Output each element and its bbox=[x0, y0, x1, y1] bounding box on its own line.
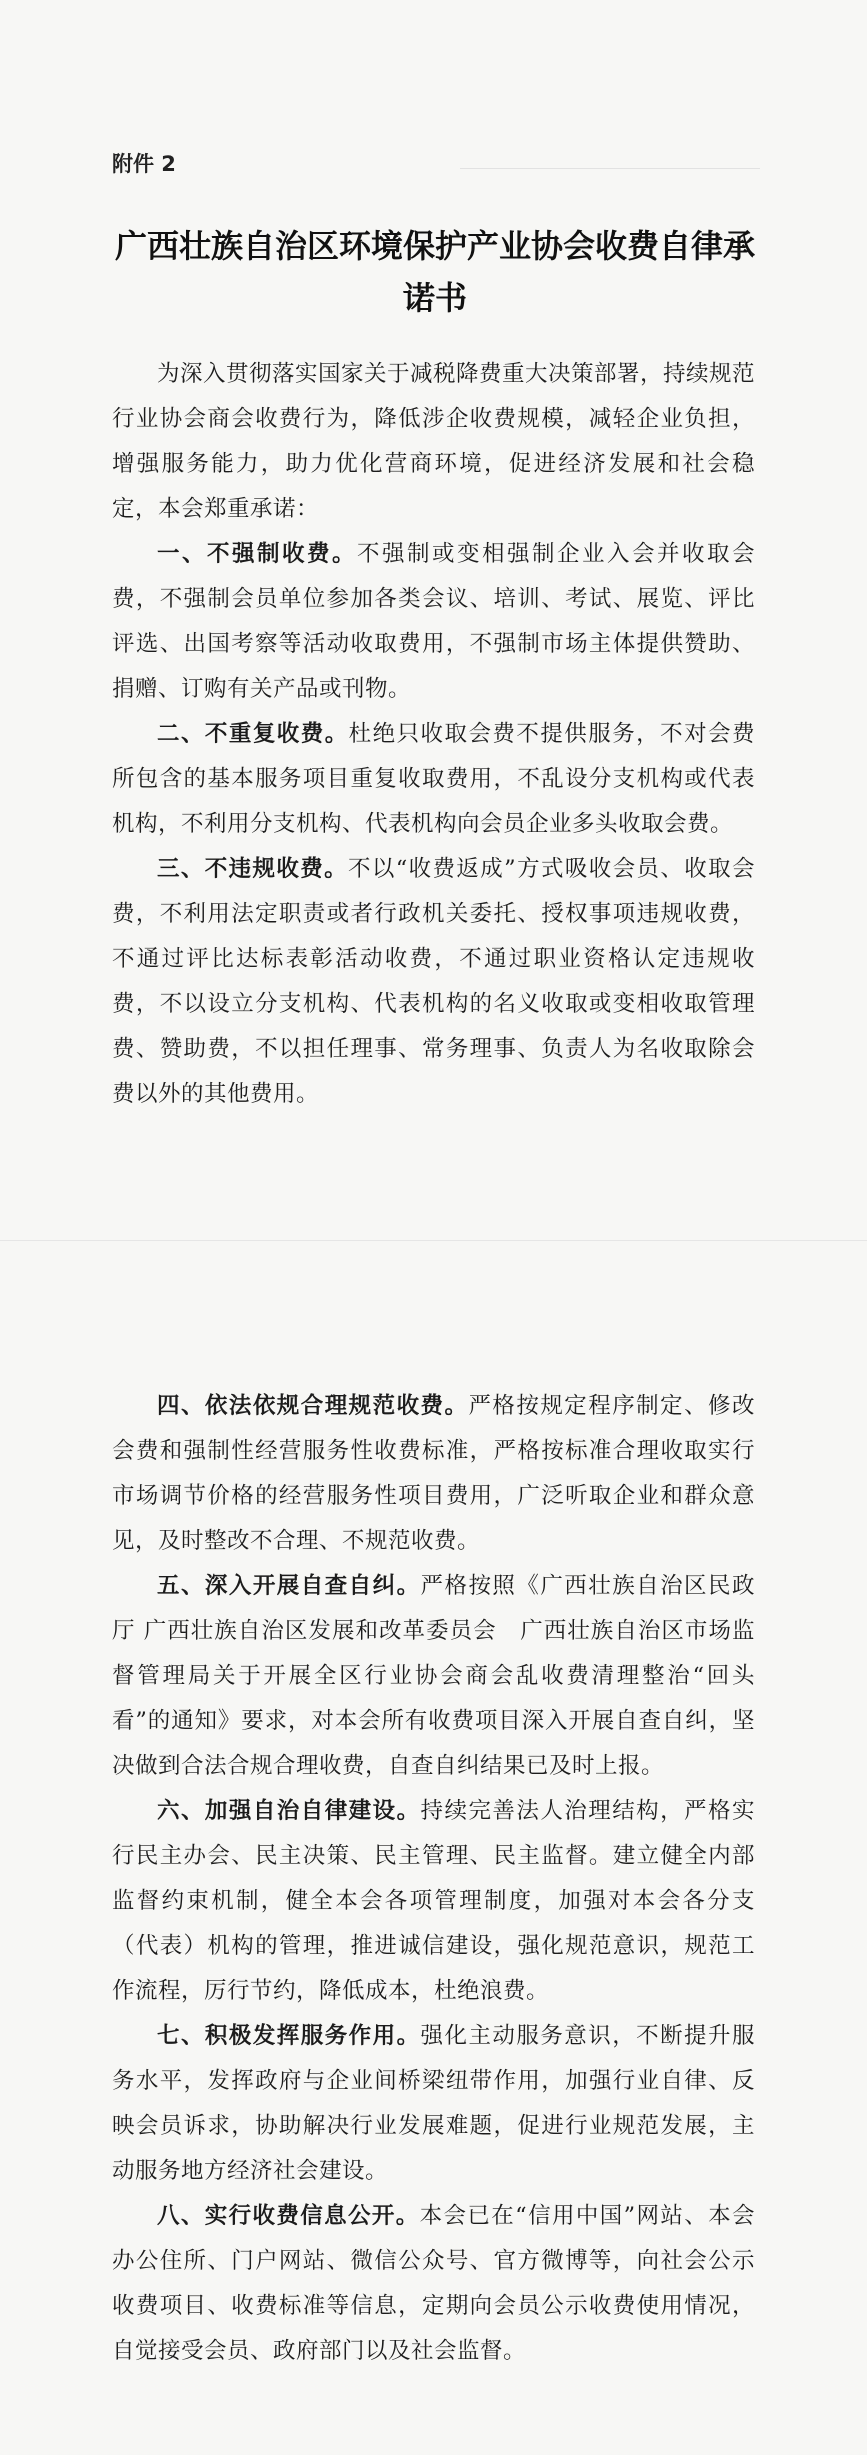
commitment-heading: 八、实行收费信息公开。 bbox=[157, 2203, 420, 2229]
commitment-heading: 三、不违规收费。 bbox=[157, 856, 349, 882]
commitment-paragraph bbox=[112, 532, 755, 712]
commitment-text: 杜绝只收取会费不提供服务，不对会费所包含的基本服务项目重复收取费用，不乱设分支机构或代表机构，不利用分支机构、代表机构向会员企业多头收取会费。 bbox=[112, 721, 755, 837]
commitment-text: 不以“收费返成”方式吸收会员、收取会费，不利用法定职责或者行政机关委托、授权事项违规收费，不通过评比达标表彰活动收费，不通过职业资格认定违规收费，不以设立分支机构、代表机构的名义收取或变相收取管理费、赞助费，不以担任理事、常务理事、负责人为名收取除会费以外的其他费用。 bbox=[112, 856, 755, 1107]
document-title: 广西壮族自治区环境保护产业协会收费自律承诺书 bbox=[114, 227, 755, 317]
commitment-heading: 二、不重复收费。 bbox=[157, 721, 349, 747]
commitment-heading: 七、积极发挥服务作用。 bbox=[157, 2023, 421, 2049]
bleed-through-line bbox=[460, 168, 760, 169]
document-body-page-1 bbox=[112, 352, 755, 1117]
commitment-paragraph bbox=[112, 2194, 755, 2374]
commitment-paragraph bbox=[112, 847, 755, 1117]
commitment-heading: 五、深入开展自查自纠。 bbox=[157, 1573, 421, 1599]
commitment-heading: 六、加强自治自律建设。 bbox=[157, 1798, 421, 1824]
commitment-paragraph bbox=[112, 2014, 755, 2194]
commitment-text: 本会已在“信用中国”网站、本会办公住所、门户网站、微信公众号、官方微博等，向社会公示收费项目、收费标准等信息，定期向会员公示收费使用情况，自觉接受会员、政府部门以及社会监督。 bbox=[112, 2203, 755, 2364]
commitment-paragraph bbox=[112, 1384, 755, 1564]
commitment-heading: 一、不强制收费。 bbox=[157, 541, 357, 567]
commitment-text: 严格按照《广西壮族自治区民政厅 广西壮族自治区发展和改革委员会 广西壮族自治区市场监督管理局关于开展全区行业协会商会乱收费清理整治“回头看”的通知》要求，对本会所有收费项目深入开展自查自纠，坚决做到合法合规合理收费，自查自纠结果已及时上报。 bbox=[112, 1573, 755, 1779]
commitment-heading: 四、依法依规合理规范收费。 bbox=[157, 1393, 469, 1419]
commitment-paragraph bbox=[112, 712, 755, 847]
commitment-text: 强化主动服务意识，不断提升服务水平，发挥政府与企业间桥梁纽带作用，加强行业自律、反映会员诉求，协助解决行业发展难题，促进行业规范发展，主动服务地方经济社会建设。 bbox=[112, 2023, 755, 2184]
commitment-text: 严格按规定程序制定、修改会费和强制性经营服务性收费标准，严格按标准合理收取实行市场调节价格的经营服务性项目费用，广泛听取企业和群众意见，及时整改不合理、不规范收费。 bbox=[112, 1393, 755, 1554]
intro-paragraph: 为深入贯彻落实国家关于减税降费重大决策部署，持续规范行业协会商会收费行为，降低涉企收费规模，减轻企业负担，增强服务能力，助力优化营商环境，促进经济发展和社会稳定，本会郑重承诺： bbox=[112, 361, 756, 522]
document-body-page-2 bbox=[112, 1384, 755, 2374]
commitment-text: 持续完善法人治理结构，严格实行民主办会、民主决策、民主管理、民主监督。建立健全内部监督约束机制，健全本会各项管理制度，加强对本会各分支（代表）机构的管理，推进诚信建设，强化规范意识，规范工作流程，厉行节约，降低成本，杜绝浪费。 bbox=[112, 1798, 755, 2004]
attachment-label: 附件 2 bbox=[112, 152, 176, 176]
commitment-paragraph bbox=[112, 1564, 755, 1789]
commitment-paragraph bbox=[112, 1789, 755, 2014]
commitment-text: 不强制或变相强制企业入会并收取会费，不强制会员单位参加各类会议、培训、考试、展览、评比评选、出国考察等活动收取费用，不强制市场主体提供赞助、捐赠、订购有关产品或刊物。 bbox=[112, 541, 755, 702]
